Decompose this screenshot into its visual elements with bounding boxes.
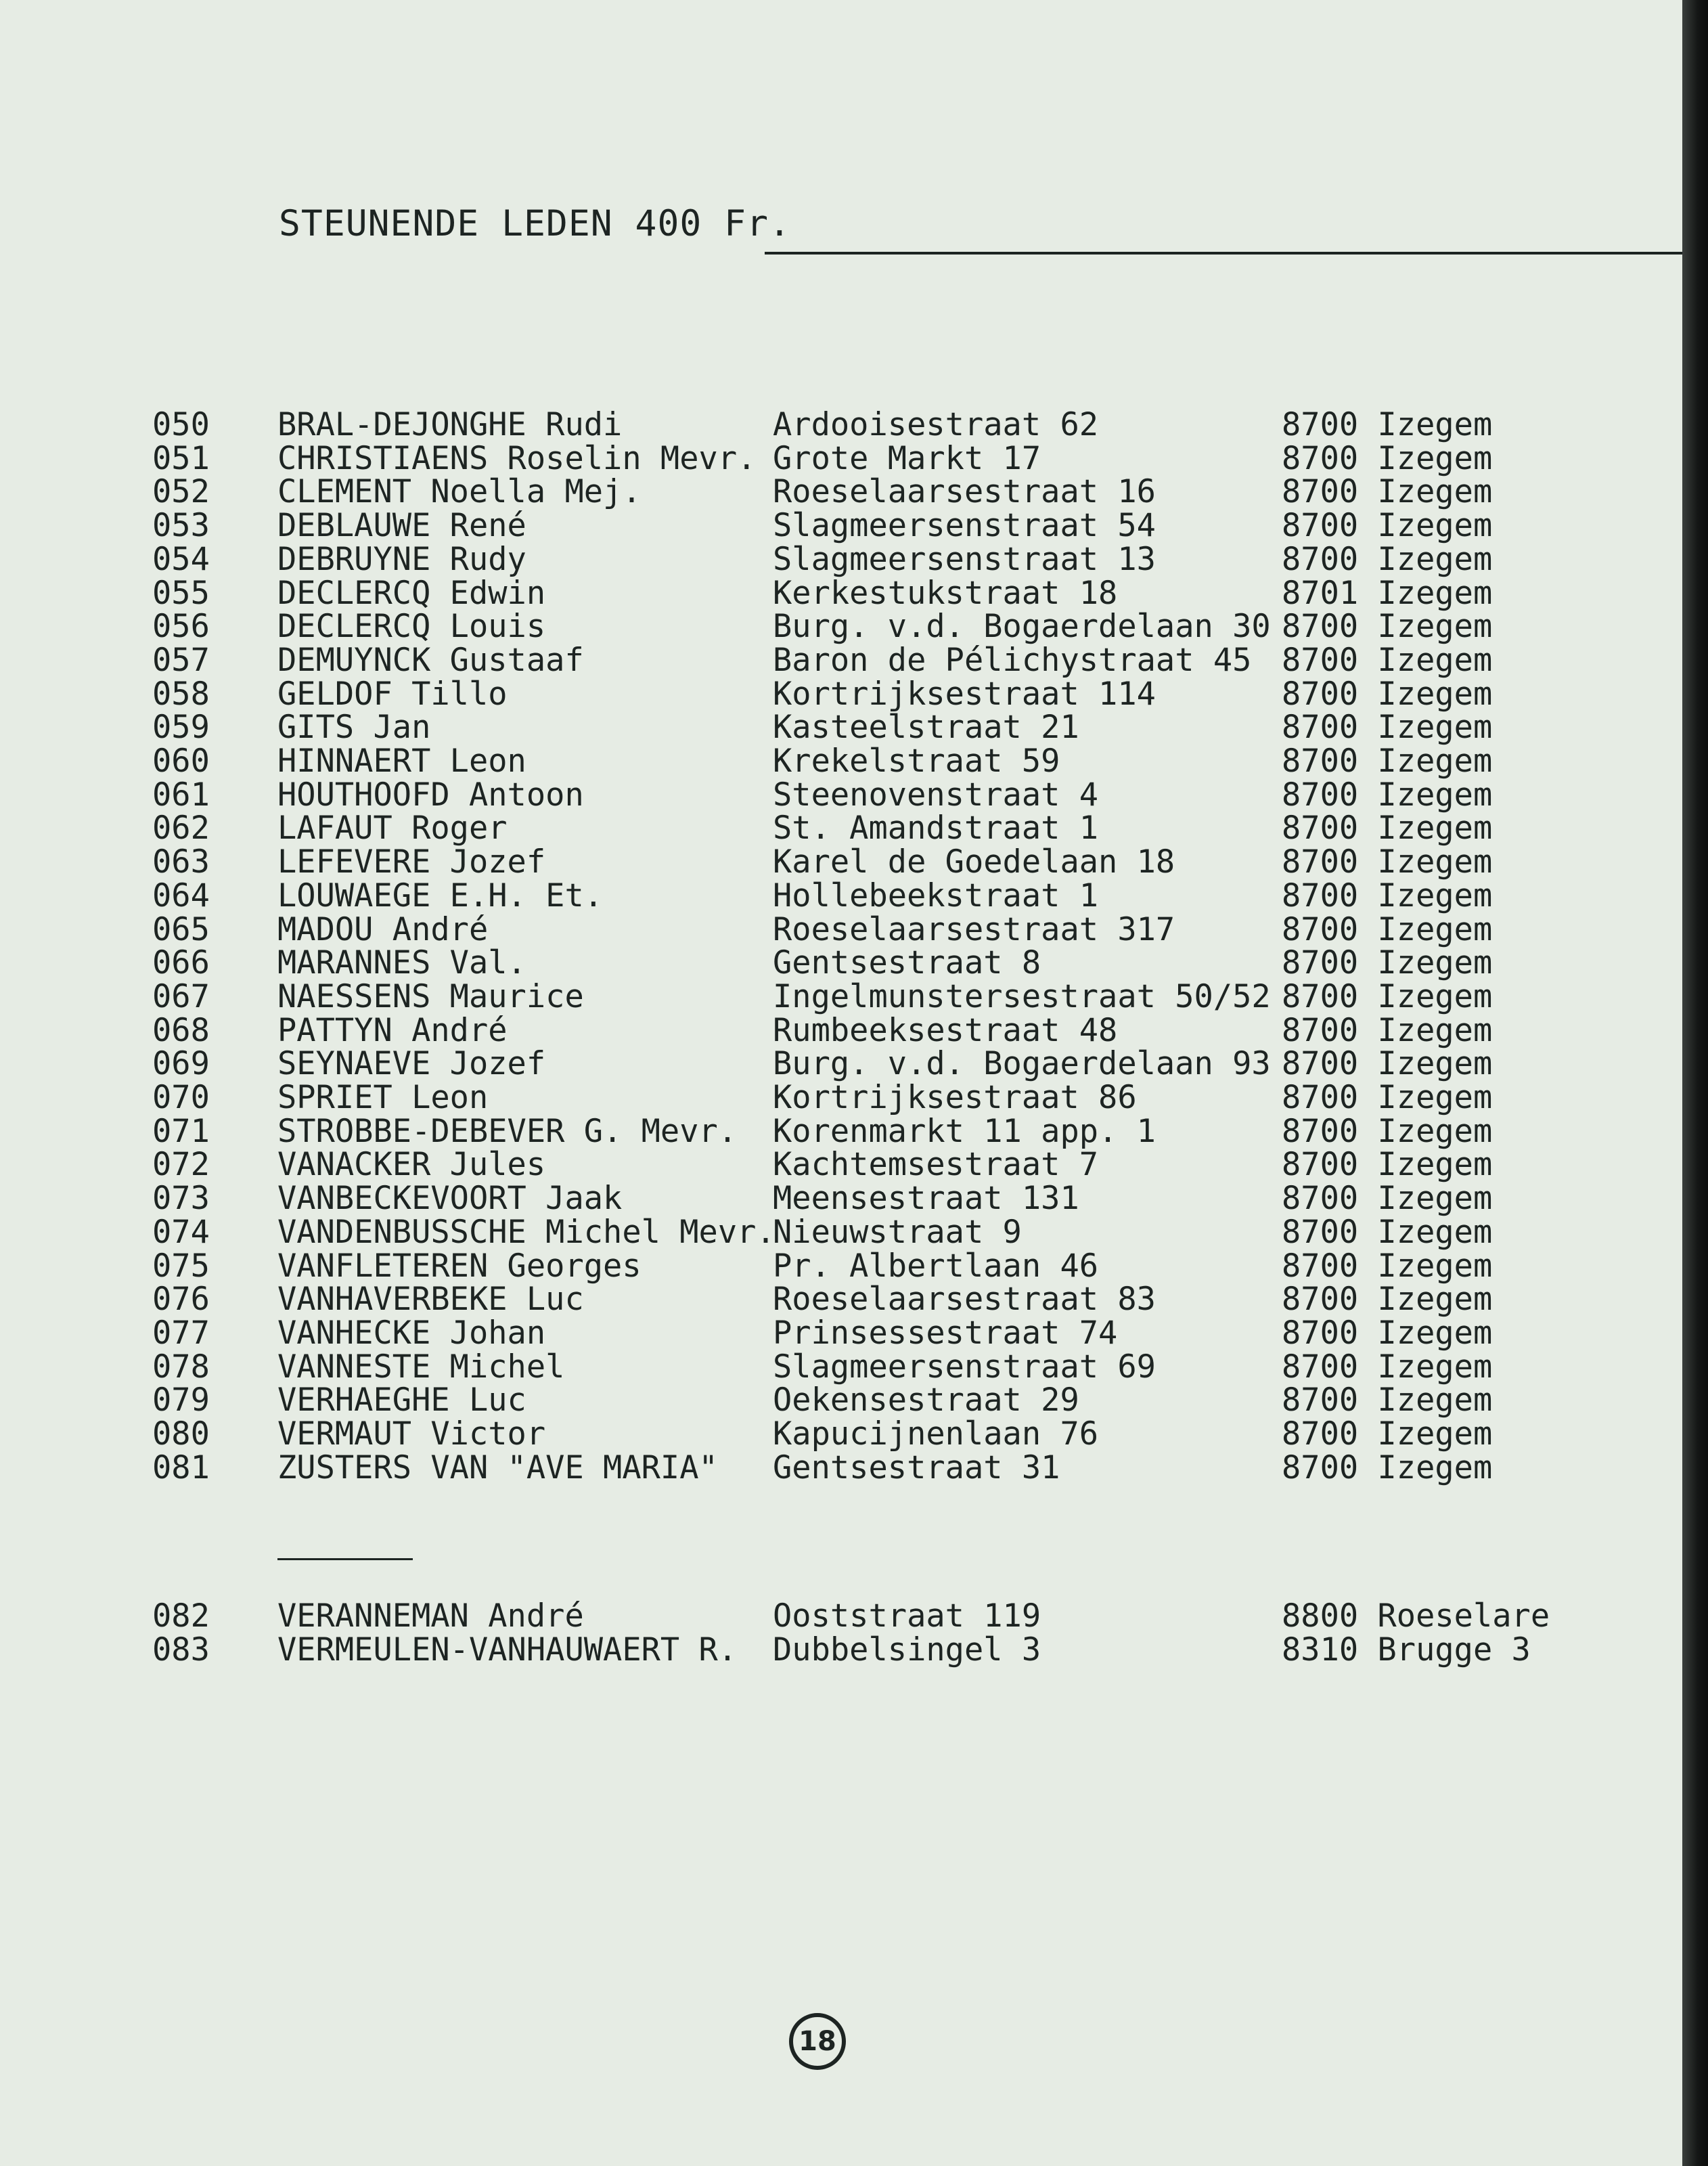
member-street: Slagmeersenstraat 13 — [773, 541, 1156, 578]
member-street: Pr. Albertlaan 46 — [773, 1247, 1099, 1285]
member-number: 076 — [152, 1281, 210, 1318]
member-number: 075 — [152, 1247, 210, 1285]
member-name: HINNAERT Leon — [277, 743, 526, 780]
member-name: VANDENBUSSCHE Michel Mevr. — [277, 1214, 776, 1251]
member-city: 8700 Izegem — [1282, 676, 1493, 713]
member-street: Dubbelsingel 3 — [773, 1631, 1041, 1668]
member-number: 062 — [152, 810, 210, 847]
member-street: Kortrijksestraat 114 — [773, 676, 1156, 713]
member-city: 8700 Izegem — [1282, 507, 1493, 544]
member-street: Meensestraat 131 — [773, 1180, 1079, 1217]
member-name: LOUWAEGE E.H. Et. — [277, 877, 604, 914]
member-number: 083 — [152, 1631, 210, 1668]
member-name: VERMEULEN-VANHAUWAERT R. — [277, 1631, 738, 1668]
member-street: Ardooisestraat 62 — [773, 406, 1099, 443]
member-number: 060 — [152, 743, 210, 780]
member-number: 054 — [152, 541, 210, 578]
member-city: 8700 Izegem — [1282, 911, 1493, 948]
member-street: Hollebeekstraat 1 — [773, 877, 1099, 914]
member-name: CLEMENT Noella Mej. — [277, 473, 642, 510]
member-name: NAESSENS Maurice — [277, 978, 584, 1015]
member-number: 059 — [152, 709, 210, 746]
member-street: Kapucijnenlaan 76 — [773, 1415, 1099, 1453]
member-city: 8310 Brugge 3 — [1282, 1631, 1531, 1668]
member-number: 077 — [152, 1314, 210, 1352]
member-name: VERHAEGHE Luc — [277, 1382, 526, 1419]
member-street: Prinsessestraat 74 — [773, 1314, 1118, 1352]
member-number: 065 — [152, 911, 210, 948]
member-number: 056 — [152, 608, 210, 645]
member-number: 058 — [152, 676, 210, 713]
member-name: LEFEVERE Jozef — [277, 843, 546, 881]
member-number: 057 — [152, 642, 210, 679]
member-number: 053 — [152, 507, 210, 544]
member-city: 8700 Izegem — [1282, 406, 1493, 443]
member-number: 064 — [152, 877, 210, 914]
page-number: 18 — [789, 2013, 846, 2070]
member-number: 067 — [152, 978, 210, 1015]
member-street: Burg. v.d. Bogaerdelaan 93 — [773, 1045, 1271, 1082]
member-name: LAFAUT Roger — [277, 810, 508, 847]
member-number: 081 — [152, 1449, 210, 1486]
member-street: Burg. v.d. Bogaerdelaan 30 — [773, 608, 1271, 645]
member-number: 082 — [152, 1597, 210, 1635]
member-city: 8700 Izegem — [1282, 944, 1493, 981]
member-name: VERMAUT Victor — [277, 1415, 546, 1453]
member-name: VANBECKEVOORT Jaak — [277, 1180, 623, 1217]
member-name: VANFLETEREN Georges — [277, 1247, 642, 1285]
member-city: 8700 Izegem — [1282, 810, 1493, 847]
member-street: Oekensestraat 29 — [773, 1382, 1079, 1419]
member-number: 050 — [152, 406, 210, 443]
section-separator — [277, 1558, 413, 1560]
member-street: Kerkestukstraat 18 — [773, 575, 1118, 612]
member-name: VANHAVERBEKE Luc — [277, 1281, 584, 1318]
member-name: DEBRUYNE Rudy — [277, 541, 526, 578]
member-city: 8700 Izegem — [1282, 843, 1493, 881]
member-number: 066 — [152, 944, 210, 981]
member-street: Kasteelstraat 21 — [773, 709, 1079, 746]
member-number: 078 — [152, 1348, 210, 1386]
member-name: STROBBE-DEBEVER G. Mevr. — [277, 1113, 738, 1150]
member-city: 8700 Izegem — [1282, 1214, 1493, 1251]
member-name: VANNESTE Michel — [277, 1348, 565, 1386]
member-street: Roeselaarsestraat 16 — [773, 473, 1156, 510]
member-city: 8700 Izegem — [1282, 1146, 1493, 1183]
member-street: Baron de Pélichystraat 45 — [773, 642, 1252, 679]
member-number: 070 — [152, 1079, 210, 1116]
member-number: 052 — [152, 473, 210, 510]
member-name: VANACKER Jules — [277, 1146, 546, 1183]
member-street: Korenmarkt 11 app. 1 — [773, 1113, 1156, 1150]
page-heading: STEUNENDE LEDEN 400 Fr. — [279, 203, 791, 244]
member-city: 8700 Izegem — [1282, 1382, 1493, 1419]
member-city: 8700 Izegem — [1282, 1314, 1493, 1352]
member-street: Kachtemsestraat 7 — [773, 1146, 1099, 1183]
member-street: Nieuwstraat 9 — [773, 1214, 1022, 1251]
member-number: 051 — [152, 440, 210, 477]
member-number: 074 — [152, 1214, 210, 1251]
member-name: GELDOF Tillo — [277, 676, 508, 713]
member-name: DEMUYNCK Gustaaf — [277, 642, 584, 679]
member-street: Steenovenstraat 4 — [773, 776, 1099, 814]
member-number: 068 — [152, 1012, 210, 1049]
member-name: CHRISTIAENS Roselin Mevr. — [277, 440, 757, 477]
member-name: SPRIET Leon — [277, 1079, 489, 1116]
member-city: 8700 Izegem — [1282, 1012, 1493, 1049]
member-city: 8700 Izegem — [1282, 1079, 1493, 1116]
member-street: Gentsestraat 8 — [773, 944, 1041, 981]
member-number: 073 — [152, 1180, 210, 1217]
member-city: 8700 Izegem — [1282, 440, 1493, 477]
member-city: 8700 Izegem — [1282, 1415, 1493, 1453]
member-street: Roeselaarsestraat 83 — [773, 1281, 1156, 1318]
member-name: BRAL-DEJONGHE Rudi — [277, 406, 623, 443]
member-city: 8700 Izegem — [1282, 541, 1493, 578]
member-street: Rumbeeksestraat 48 — [773, 1012, 1118, 1049]
member-street: Kortrijksestraat 86 — [773, 1079, 1137, 1116]
member-name: HOUTHOOFD Antoon — [277, 776, 584, 814]
member-city: 8700 Izegem — [1282, 709, 1493, 746]
member-city: 8700 Izegem — [1282, 608, 1493, 645]
member-street: Slagmeersenstraat 54 — [773, 507, 1156, 544]
member-street: Grote Markt 17 — [773, 440, 1041, 477]
member-street: Gentsestraat 31 — [773, 1449, 1060, 1486]
member-name: VERANNEMAN André — [277, 1597, 584, 1635]
heading-underline — [765, 252, 1682, 255]
member-number: 072 — [152, 1146, 210, 1183]
member-number: 063 — [152, 843, 210, 881]
member-city: 8701 Izegem — [1282, 575, 1493, 612]
member-number: 080 — [152, 1415, 210, 1453]
member-name: MARANNES Val. — [277, 944, 526, 981]
member-number: 055 — [152, 575, 210, 612]
member-city: 8700 Izegem — [1282, 776, 1493, 814]
member-name: DEBLAUWE René — [277, 507, 526, 544]
member-city: 8700 Izegem — [1282, 473, 1493, 510]
member-city: 8700 Izegem — [1282, 1281, 1493, 1318]
member-city: 8700 Izegem — [1282, 1113, 1493, 1150]
member-city: 8700 Izegem — [1282, 1180, 1493, 1217]
member-city: 8700 Izegem — [1282, 1247, 1493, 1285]
member-number: 079 — [152, 1382, 210, 1419]
member-number: 069 — [152, 1045, 210, 1082]
member-street: Krekelstraat 59 — [773, 743, 1060, 780]
member-number: 071 — [152, 1113, 210, 1150]
member-name: VANHECKE Johan — [277, 1314, 546, 1352]
member-city: 8700 Izegem — [1282, 1449, 1493, 1486]
member-name: DECLERCQ Louis — [277, 608, 546, 645]
member-street: Ooststraat 119 — [773, 1597, 1041, 1635]
member-city: 8700 Izegem — [1282, 1348, 1493, 1386]
member-street: Karel de Goedelaan 18 — [773, 843, 1175, 881]
member-street: Roeselaarsestraat 317 — [773, 911, 1175, 948]
member-street: Ingelmunstersestraat 50/52 — [773, 978, 1271, 1015]
member-city: 8800 Roeselare — [1282, 1597, 1550, 1635]
member-city: 8700 Izegem — [1282, 743, 1493, 780]
member-name: SEYNAEVE Jozef — [277, 1045, 546, 1082]
member-city: 8700 Izegem — [1282, 978, 1493, 1015]
member-name: DECLERCQ Edwin — [277, 575, 546, 612]
member-city: 8700 Izegem — [1282, 877, 1493, 914]
member-name: ZUSTERS VAN "AVE MARIA" — [277, 1449, 718, 1486]
member-city: 8700 Izegem — [1282, 642, 1493, 679]
member-street: St. Amandstraat 1 — [773, 810, 1099, 847]
member-name: MADOU André — [277, 911, 489, 948]
scanned-page-edge — [1682, 0, 1708, 2166]
member-name: PATTYN André — [277, 1012, 508, 1049]
member-street: Slagmeersenstraat 69 — [773, 1348, 1156, 1386]
member-name: GITS Jan — [277, 709, 431, 746]
member-city: 8700 Izegem — [1282, 1045, 1493, 1082]
member-number: 061 — [152, 776, 210, 814]
